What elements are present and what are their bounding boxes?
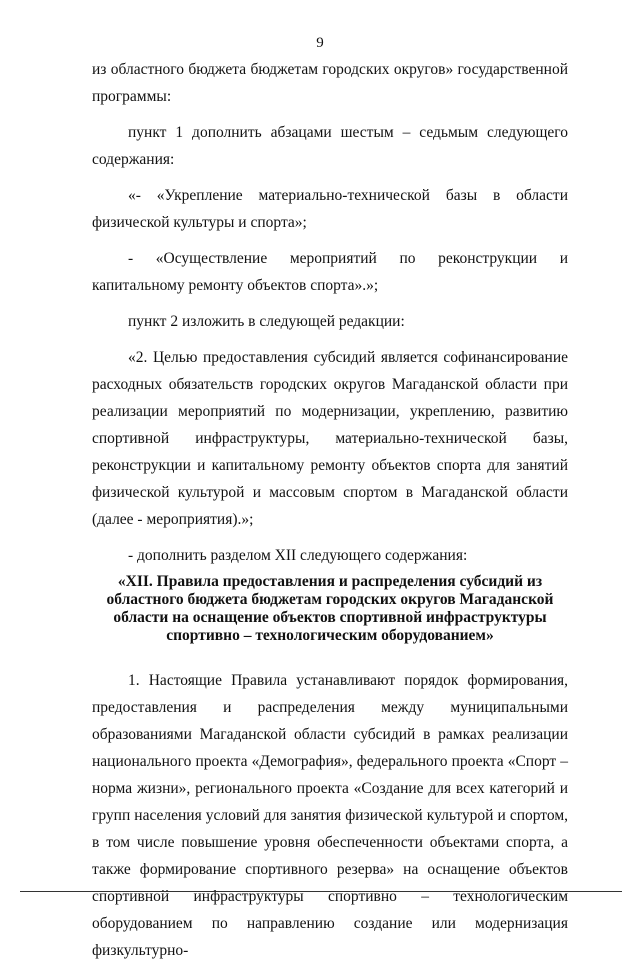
page-number: 9	[316, 35, 324, 51]
paragraph-point-2-amendment: пункт 2 изложить в следующей редакции:	[128, 313, 405, 330]
document-body	[92, 56, 568, 964]
paragraph-item-strengthening: «- «Укрепление материально-технической базы в области физической культуры и спорта»;	[92, 187, 568, 231]
section-heading: «XII. Правила предоставления и распределения субсидий из областного бюджета бюджетам городских округов Магаданской области на оснащение объектов спортивной инфраструктуры спортивно – технологическим оборудованием»	[106, 573, 554, 644]
paragraph-point-2-text: «2. Целью предоставления субсидий является софинансирование расходных обязательств городских округов Магаданской области при реализации мероприятий по модернизации, укреплению, развитию спортивной инфраструктуры, материально-технической базы, реконструкции и капитальному ремонту объектов спорта для занятий физической культурой и массовым спортом в Магаданской области (далее - мероприятия).»;	[92, 349, 568, 528]
paragraph-add-section: - дополнить разделом XII следующего содержания:	[128, 547, 468, 564]
paragraph-item-reconstruction: - «Осуществление мероприятий по реконструкции и капитальному ремонту объектов спорта».»;	[92, 250, 568, 294]
paragraph-continuation: из областного бюджета бюджетам городских округов» государственной программы:	[92, 61, 568, 105]
bottom-divider	[20, 891, 622, 892]
paragraph-rules-1: 1. Настоящие Правила устанавливают порядок формирования, предоставления и распределения между муниципальными образованиями Магаданской области субсидий в рамках реализации национального проекта «Демография», федерального проекта «Спорт – норма жизни», регионального проекта «Создание для всех категорий и групп населения условий для занятия физической культурой и спортом, в том числе повышение уровня обеспеченности объектами спорта, а также формирование спортивного резерва» на оснащение объектов спортивной инфраструктуры спортивно – технологическим оборудованием по направлению создание или модернизация физкультурно-	[92, 672, 568, 959]
paragraph-point-1-amendment: пункт 1 дополнить абзацами шестым – седьмым следующего содержания:	[92, 124, 568, 168]
